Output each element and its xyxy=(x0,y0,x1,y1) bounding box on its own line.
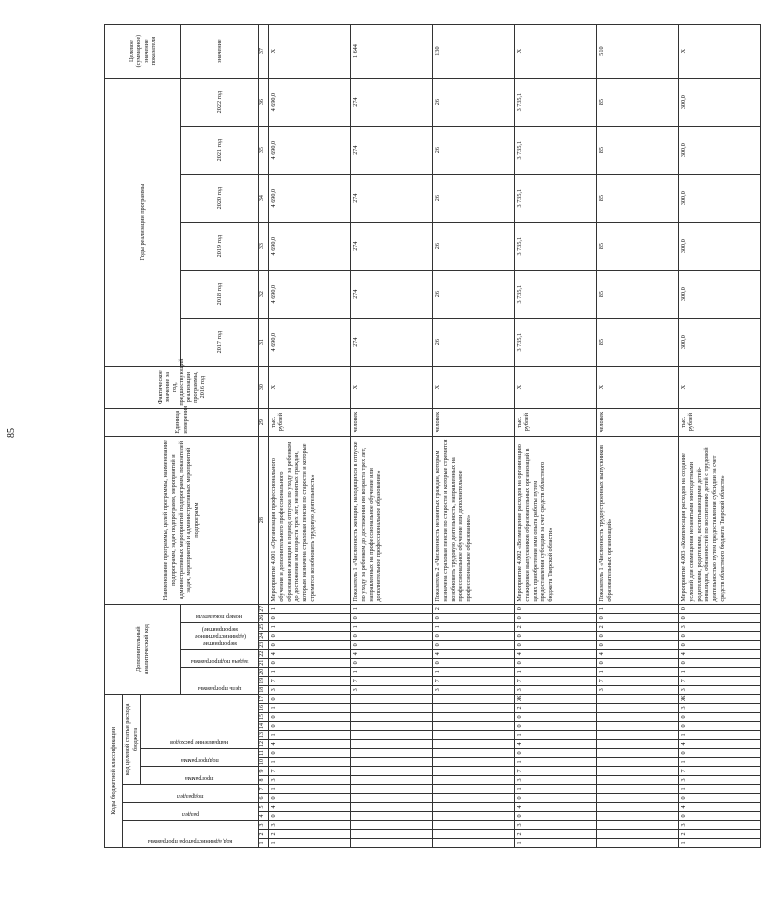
year-2019-header: 2019 год xyxy=(181,222,259,270)
code-cell: 7 xyxy=(679,676,761,685)
year-value: 274 xyxy=(351,318,433,366)
year-value: 4 690,0 xyxy=(269,174,351,222)
column-index-cell: 5 xyxy=(259,803,269,812)
code-cell: 2 xyxy=(433,604,515,613)
code-cell: 0 xyxy=(515,640,597,649)
column-index-cell: 32 xyxy=(259,270,269,318)
code-cell: 1 xyxy=(269,622,351,631)
code-cell: 0 xyxy=(679,713,761,722)
code-cell xyxy=(433,731,515,740)
row-unit: человек xyxy=(597,408,679,436)
year-value: 274 xyxy=(351,270,433,318)
year-value: 26 xyxy=(433,270,515,318)
row-name: Мероприятие 4.002 «Возмещение расходов на организацию стажировки выпускников образовательных организаций в целях приобретения ими опыта работы путем предоставления субсидии за счет средств областного бюджета Тверской области» xyxy=(515,436,597,604)
page-number: 85 xyxy=(6,428,17,438)
code-cell xyxy=(597,803,679,812)
code-cell: 0 xyxy=(269,694,351,703)
code-cell xyxy=(351,694,433,703)
code-cell xyxy=(597,785,679,794)
code-cell: 0 xyxy=(269,658,351,667)
year-value: 26 xyxy=(433,318,515,366)
code-cell xyxy=(351,740,433,749)
column-index-cell: 23 xyxy=(259,640,269,649)
column-index-cell: 15 xyxy=(259,713,269,722)
table-row xyxy=(269,24,351,847)
code-cell: 0 xyxy=(269,631,351,640)
code-cell xyxy=(597,740,679,749)
code-cell: 4 xyxy=(679,740,761,749)
code-cell: 3 xyxy=(679,622,761,631)
code-cell: 1 xyxy=(597,667,679,676)
year-value: 300,0 xyxy=(679,270,761,318)
code-cell xyxy=(597,839,679,848)
row-name: Мероприятие 4.001 «Организация профессионального обучения и дополнительного профессионального образования женщин в период отпуска по уходу за ребенком до достижения им возраста трех лет, незанятых граждан, которым назначена страховая пенсия по старости и которые стремятся возобновить трудовую деятельность» xyxy=(269,436,351,604)
code-cell: 0 xyxy=(351,613,433,622)
row-fact: Х xyxy=(597,366,679,408)
row-target: 130 xyxy=(433,24,515,78)
code-cell xyxy=(433,776,515,785)
code-cell: 7 xyxy=(269,676,351,685)
row-target: 1 644 xyxy=(351,24,433,78)
code-cell: 7 xyxy=(597,676,679,685)
code-cell: 3 xyxy=(515,776,597,785)
code-cell: 0 xyxy=(269,812,351,821)
column-index-cell: 20 xyxy=(259,667,269,676)
code-cell xyxy=(351,830,433,839)
code-cell xyxy=(597,749,679,758)
code-cell: 1 xyxy=(515,785,597,794)
year-value: 85 xyxy=(597,78,679,126)
code-cell: 7 xyxy=(269,767,351,776)
row-fact: Х xyxy=(351,366,433,408)
code-cell: 3 xyxy=(597,685,679,694)
column-index-cell: 2 xyxy=(259,830,269,839)
cel-header: цель программы xyxy=(197,684,242,692)
code-cell: 0 xyxy=(515,749,597,758)
year-value: 26 xyxy=(433,174,515,222)
code-cell: 0 xyxy=(679,749,761,758)
code-cell: 1 xyxy=(269,758,351,767)
code-cell xyxy=(597,830,679,839)
code-cell: 0 xyxy=(679,631,761,640)
code-cell xyxy=(433,785,515,794)
code-cell: 2 xyxy=(269,830,351,839)
year-value: 300,0 xyxy=(679,174,761,222)
code-cell: 4 xyxy=(679,649,761,658)
code-cell: 0 xyxy=(269,640,351,649)
row-target: Х xyxy=(269,24,351,78)
code-cell: 0 xyxy=(515,794,597,803)
code-cell: 1 xyxy=(515,758,597,767)
code-cell: 0 xyxy=(433,640,515,649)
column-index-cell: 21 xyxy=(259,658,269,667)
programma-header: программа xyxy=(185,775,214,782)
year-2020-header: 2020 год xyxy=(181,174,259,222)
year-value: 85 xyxy=(597,126,679,174)
column-index-cell: 24 xyxy=(259,631,269,640)
code-cell: 3 xyxy=(269,776,351,785)
code-cell xyxy=(433,694,515,703)
code-cell xyxy=(351,722,433,731)
code-cell xyxy=(597,694,679,703)
year-value: 274 xyxy=(351,174,433,222)
code-cell xyxy=(597,812,679,821)
code-cell xyxy=(351,767,433,776)
code-cell: 4 xyxy=(351,649,433,658)
column-index-cell: 6 xyxy=(259,794,269,803)
year-value: 300,0 xyxy=(679,126,761,174)
table-row xyxy=(597,24,679,847)
code-cell: 2 xyxy=(515,830,597,839)
code-cell: 7 xyxy=(433,676,515,685)
column-index-cell: 34 xyxy=(259,174,269,222)
year-value: 4 690,0 xyxy=(269,78,351,126)
name-column-header: Наименование программы, целей программы, наименование подпрограмм, задач подпрограмм, мероприятий и административных мероприятий подпрограмм, показателей задач, мероприятий и административных мероприятий подпрограмм xyxy=(105,436,259,604)
code-cell: 3 xyxy=(515,685,597,694)
podprogramma-header: подпрограмма xyxy=(180,757,219,764)
code-cell: 7 xyxy=(515,767,597,776)
code-cell: 0 xyxy=(679,722,761,731)
row-unit: тыс. рублей xyxy=(679,408,761,436)
fact-column-header: Фактическое значение за год, предшествующий реализации программы, 2016 год xyxy=(105,366,259,408)
year-2022-header: 2022 год xyxy=(181,78,259,126)
code-cell: 2 xyxy=(597,622,679,631)
code-cell: 3 xyxy=(433,685,515,694)
code-cell: 0 xyxy=(515,722,597,731)
year-value: 4 690,0 xyxy=(269,318,351,366)
code-cell: 1 xyxy=(515,839,597,848)
code-cell: 3 xyxy=(679,704,761,713)
unit-column-header: Единица измерения xyxy=(105,408,259,436)
code-cell: 0 xyxy=(269,794,351,803)
code-cell xyxy=(351,812,433,821)
napravlenie-header: направление расходов xyxy=(170,739,229,746)
code-cell: 1 xyxy=(269,731,351,740)
code-cell: 1 xyxy=(269,839,351,848)
code-cell: 1 xyxy=(515,667,597,676)
code-cell xyxy=(351,758,433,767)
code-cell xyxy=(433,794,515,803)
code-cell: 4 xyxy=(269,803,351,812)
year-value: 3 735,1 xyxy=(515,270,597,318)
code-cell: 4 xyxy=(515,740,597,749)
code-cell: 1 xyxy=(351,604,433,613)
code-cell: 1 xyxy=(269,704,351,713)
code-cell xyxy=(351,749,433,758)
code-cell: 0 xyxy=(597,640,679,649)
code-cell: 0 xyxy=(515,631,597,640)
year-value: 274 xyxy=(351,126,433,174)
target-header: Целевое (суммарное) значение показателя xyxy=(105,24,181,78)
column-index-cell: 22 xyxy=(259,649,269,658)
code-cell: 3 xyxy=(515,821,597,830)
column-index-cell: 29 xyxy=(259,408,269,436)
code-cell: 7 xyxy=(515,676,597,685)
podrazdel-header: подраздел xyxy=(177,793,204,800)
code-cell xyxy=(433,830,515,839)
kbk-header: Коды бюджетной классификации xyxy=(105,694,123,847)
analytic-header: Дополнительный аналитический код xyxy=(105,604,181,694)
row-fact: Х xyxy=(679,366,761,408)
code-cell: 4 xyxy=(515,649,597,658)
znachenie-header: значение xyxy=(181,24,259,78)
year-value: 85 xyxy=(597,174,679,222)
column-index-cell: 9 xyxy=(259,767,269,776)
code-cell: 0 xyxy=(269,722,351,731)
column-index-cell: 11 xyxy=(259,749,269,758)
code-cell: 0 xyxy=(269,613,351,622)
code-cell: Ж xyxy=(679,694,761,703)
code-cell: 2 xyxy=(515,704,597,713)
code-cell xyxy=(597,713,679,722)
column-index-cell: 37 xyxy=(259,24,269,78)
code-cell: 3 xyxy=(679,821,761,830)
code-cell xyxy=(351,821,433,830)
code-cell: 1 xyxy=(515,731,597,740)
code-cell xyxy=(597,821,679,830)
code-cell: 7 xyxy=(351,676,433,685)
code-cell: 1 xyxy=(679,839,761,848)
code-cell xyxy=(433,740,515,749)
column-index-cell: 12 xyxy=(259,740,269,749)
column-index-cell: 35 xyxy=(259,126,269,174)
column-index-cell: 13 xyxy=(259,731,269,740)
column-index-cell: 31 xyxy=(259,318,269,366)
code-cell xyxy=(433,758,515,767)
year-value: 26 xyxy=(433,126,515,174)
code-cell: 0 xyxy=(433,613,515,622)
year-value: 26 xyxy=(433,78,515,126)
code-cell: 1 xyxy=(679,667,761,676)
code-cell: 0 xyxy=(679,658,761,667)
row-name: Показатель 1 «Численность трудоустроенных выпускников образовательных организаций» xyxy=(597,436,679,604)
column-index-cell: 19 xyxy=(259,676,269,685)
year-value: 274 xyxy=(351,78,433,126)
program-table xyxy=(104,24,761,848)
year-value: 85 xyxy=(597,318,679,366)
code-cell: 1 xyxy=(351,622,433,631)
code-cell: 7 xyxy=(679,767,761,776)
code-cell: 0 xyxy=(515,658,597,667)
code-cell: 1 xyxy=(269,604,351,613)
code-cell: 1 xyxy=(269,785,351,794)
code-cell: 4 xyxy=(597,649,679,658)
code-cell xyxy=(597,767,679,776)
code-cell: 3 xyxy=(351,685,433,694)
code-cell: 0 xyxy=(515,713,597,722)
code-cell: 1 xyxy=(269,667,351,676)
code-cell xyxy=(597,731,679,740)
code-cell xyxy=(597,758,679,767)
code-cell: 0 xyxy=(597,613,679,622)
code-cell: 0 xyxy=(515,812,597,821)
code-cell: 0 xyxy=(679,640,761,649)
code-cell: 0 xyxy=(515,604,597,613)
year-value: 300,0 xyxy=(679,318,761,366)
year-value: 3 735,1 xyxy=(515,78,597,126)
code-cell xyxy=(597,776,679,785)
code-cell: 0 xyxy=(597,658,679,667)
row-unit: тыс. рублей xyxy=(515,408,597,436)
row-name: Показатель 2 «Численность незанятых граждан, которым назначена страховая пенсия по старости и которые стремятся возобновить трудовую деятельность, направленных на профессиональное обучение или дополнительное профессиональное образование» xyxy=(433,436,515,604)
code-cell: 4 xyxy=(515,803,597,812)
row-fact: Х xyxy=(433,366,515,408)
code-cell xyxy=(597,722,679,731)
column-index-cell: 33 xyxy=(259,222,269,270)
code-cell xyxy=(433,767,515,776)
table-row xyxy=(515,24,597,847)
table-row xyxy=(679,24,761,847)
code-cell: 1 xyxy=(433,667,515,676)
year-value: 3 735,1 xyxy=(515,174,597,222)
year-value: 4 690,0 xyxy=(269,126,351,174)
code-cell xyxy=(351,704,433,713)
column-index-cell: 26 xyxy=(259,613,269,622)
rotated-sheet xyxy=(104,28,726,848)
code-cell: 0 xyxy=(269,713,351,722)
code-cell: 3 xyxy=(679,776,761,785)
column-index-cell: 16 xyxy=(259,704,269,713)
column-index-cell: 8 xyxy=(259,776,269,785)
year-value: 3 735,1 xyxy=(515,222,597,270)
year-2018-header: 2018 год xyxy=(181,270,259,318)
year-value: 3 735,1 xyxy=(515,126,597,174)
code-cell xyxy=(433,713,515,722)
year-value: 26 xyxy=(433,222,515,270)
code-cell: 4 xyxy=(269,649,351,658)
code-cell: 0 xyxy=(433,658,515,667)
year-value: 4 690,0 xyxy=(269,222,351,270)
column-index-cell: 25 xyxy=(259,622,269,631)
column-index-cell: 4 xyxy=(259,812,269,821)
code-cell xyxy=(351,839,433,848)
code-cell: 0 xyxy=(679,812,761,821)
razdel-header: раздел xyxy=(181,811,200,818)
code-cell: 0 xyxy=(269,749,351,758)
meropriyatie-header: мероприятие (административное мероприятие) xyxy=(193,625,246,647)
table-row xyxy=(351,24,433,847)
code-cell xyxy=(433,704,515,713)
code-cell: 0 xyxy=(351,640,433,649)
code-cell: 2 xyxy=(515,622,597,631)
row-unit: человек xyxy=(433,408,515,436)
column-index-cell: 7 xyxy=(259,785,269,794)
row-unit: тыс. рублей xyxy=(269,408,351,436)
code-cell xyxy=(433,722,515,731)
row-target: Х xyxy=(679,24,761,78)
years-header: Годы реализации программы xyxy=(105,78,181,366)
code-cell: 1 xyxy=(679,785,761,794)
column-index-cell: 1 xyxy=(259,839,269,848)
code-cell xyxy=(597,704,679,713)
nomer-header: номер показателя xyxy=(196,612,243,620)
code-cell: 1 xyxy=(679,731,761,740)
code-cell: 0 xyxy=(515,613,597,622)
code-cell: 4 xyxy=(679,803,761,812)
code-cell xyxy=(351,713,433,722)
code-cell xyxy=(351,794,433,803)
code-cell: 0 xyxy=(679,613,761,622)
row-target: Х xyxy=(515,24,597,78)
target-article-header: код целевой статьи расхода бюджета xyxy=(123,694,141,784)
year-value: 85 xyxy=(597,270,679,318)
column-index-cell: 18 xyxy=(259,685,269,694)
code-cell: 4 xyxy=(433,649,515,658)
year-value: 3 735,1 xyxy=(515,318,597,366)
column-index-cell: 14 xyxy=(259,722,269,731)
year-value: 85 xyxy=(597,222,679,270)
code-cell: 1 xyxy=(597,604,679,613)
code-cell: 0 xyxy=(679,794,761,803)
admin-code-header: код администратора программы xyxy=(148,838,233,845)
code-cell xyxy=(433,812,515,821)
column-index-cell: 28 xyxy=(259,436,269,604)
year-value: 300,0 xyxy=(679,78,761,126)
year-value: 274 xyxy=(351,222,433,270)
code-cell xyxy=(433,749,515,758)
column-index-cell: 10 xyxy=(259,758,269,767)
column-index-cell: 3 xyxy=(259,821,269,830)
table-row xyxy=(433,24,515,847)
code-cell xyxy=(433,803,515,812)
code-cell: 0 xyxy=(351,631,433,640)
row-unit: человек xyxy=(351,408,433,436)
code-cell xyxy=(351,785,433,794)
code-cell xyxy=(433,821,515,830)
row-target: 510 xyxy=(597,24,679,78)
code-cell: 2 xyxy=(679,830,761,839)
code-cell xyxy=(351,776,433,785)
row-name: Мероприятие 4.003 «Компенсация расходов на создание условий для совмещения незанятыми многодетными родителями, родителями, воспитывающими детей-инвалидов, обязанностей по воспитанию детей с трудовой деятельностью путем предоставления субсидии за счет средств областного бюджета Тверской области» xyxy=(679,436,761,604)
code-cell: Ж xyxy=(515,694,597,703)
code-cell: 0 xyxy=(597,631,679,640)
column-index-cell: 27 xyxy=(259,604,269,613)
code-cell: 3 xyxy=(269,821,351,830)
code-cell xyxy=(433,839,515,848)
code-cell: 3 xyxy=(269,685,351,694)
code-cell: 1 xyxy=(679,758,761,767)
row-fact: Х xyxy=(269,366,351,408)
column-index-cell: 17 xyxy=(259,694,269,703)
code-cell: 0 xyxy=(351,658,433,667)
column-index-cell: 30 xyxy=(259,366,269,408)
code-cell: 4 xyxy=(269,740,351,749)
code-cell xyxy=(597,794,679,803)
code-cell: 1 xyxy=(351,667,433,676)
row-name: Показатель 1 «Численность женщин, находящихся в отпуске по уходу за ребенком до достижения им возраста трех лет, направленных на профессиональное обучение или дополнительное профессиональное образование» xyxy=(351,436,433,604)
year-2017-header: 2017 год xyxy=(181,318,259,366)
code-cell: 3 xyxy=(679,685,761,694)
year-2021-header: 2021 год xyxy=(181,126,259,174)
year-value: 4 690,0 xyxy=(269,270,351,318)
code-cell xyxy=(351,731,433,740)
column-index-cell: 36 xyxy=(259,78,269,126)
row-fact: Х xyxy=(515,366,597,408)
column-index-row xyxy=(259,24,269,847)
year-value: 300,0 xyxy=(679,222,761,270)
zadacha-header: задача подпрограммы xyxy=(190,657,249,665)
code-cell: 0 xyxy=(679,604,761,613)
code-cell xyxy=(351,803,433,812)
code-cell: 1 xyxy=(433,622,515,631)
code-cell: 0 xyxy=(433,631,515,640)
